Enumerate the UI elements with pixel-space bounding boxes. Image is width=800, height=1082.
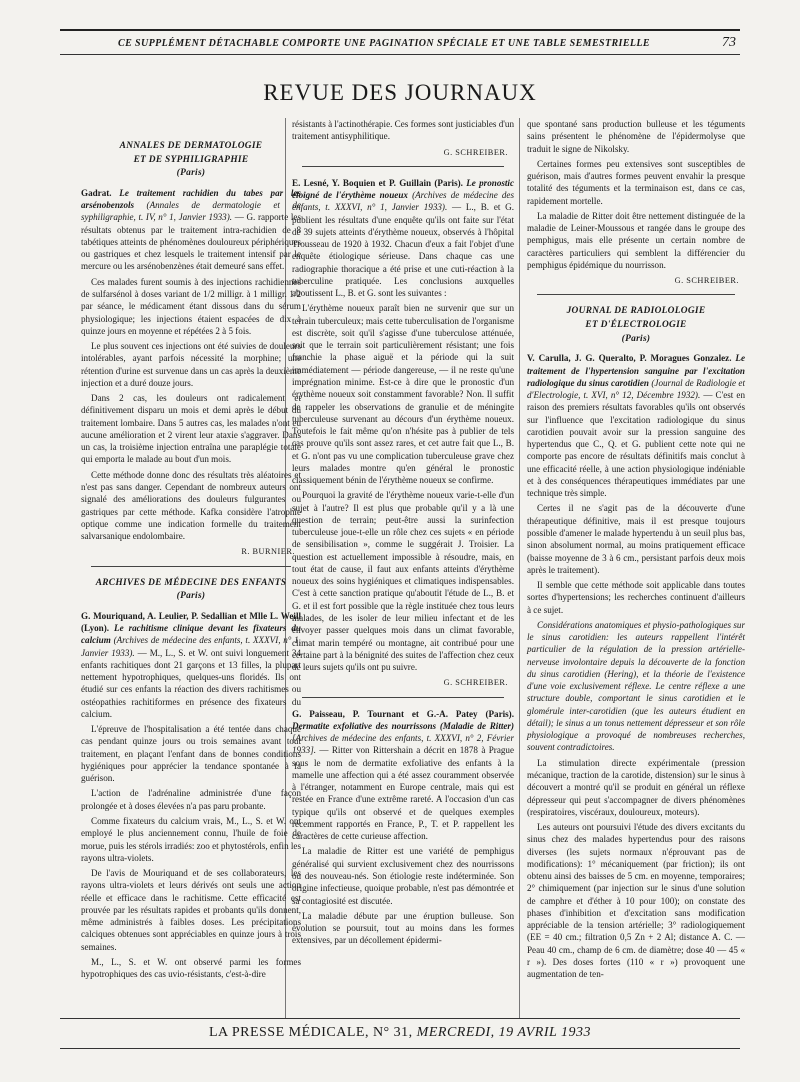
article-paragraph: La maladie de Ritter est une variété de pemphigus généralisé qui survient exclusivement chez des nourrissons ou des nouveau-nés. Son étiologie reste indéterminée. Son origine infectieuse, quoique probable, n'est pas démontrée et sa contagiosité est discutée. [292,846,514,906]
section-divider [537,294,735,295]
article-text: — C'est en raison des premiers résultats favorables qu'ils ont observés sur l'influence que l'excitation radiologique du sinus carotidien pouvait avoir sur la pression sanguine des hypertendus que C., Q. et G. publient cette note qui ne comporte pas encore de résultats définitifs mais conclut à une efficacité réelle, à une action physiologique indéniable et à des conséquences thérapeutiques immédiates par une technique très simple. [527,390,746,499]
article-title: Le traitement rachidien du tabes par les arsénobenzols [81,187,301,211]
section-divider [91,566,291,567]
article-signature: G. SCHREIBER. [674,276,739,286]
article-text: — Ritter von Rittershain a décrit en 1878 à Prague sous le nom de dermatite exfoliative des enfants à la mamelle une affection qui a été assez couramment observée à l'étranger, notamment en Europe centrale, mais qui est restée en France d'une extrême rareté. A l'occasion d'un cas typique qu'ils ont observé et de quelques exemples récemment rapportés en France, P., T. et P. rappellent les caractères de cette curieuse affection. [292,745,514,842]
article-paragraph: Il semble que cette méthode soit applicable dans toutes sortes d'hypertensions; les recherches continuent d'ailleurs à ce sujet. [527,580,745,615]
article-signature: G. SCHREIBER. [443,147,508,157]
column-1 [81,118,301,983]
article-paragraph: Certaines formes peu extensives sont susceptibles de guérison, mais d'autres formes peuvent envahir la presque totalité des téguments et la terminaison est, dans ce cas, rapidement mortelle. [527,158,745,206]
article-paragraph: De l'avis de Mouriquand et de ses collaborateurs, les rayons ultra-violets et leurs dérivés ont seuls une action réelle et efficace dans le rachitisme. Cette efficacité est prouvée par les résultats rapides et probants qu'ils donnent, même administrés à faibles doses. Les précipitations calciques obtenues sont appréciables en quinze jours à trois semaines. [81,868,301,952]
article-paragraph: La maladie de Ritter doit être nettement distinguée de la maladie de Leiner-Moussous et rangée dans le groupe des pemphigus, mais elle présente un certain nombre de caractères particuliers qui semblent la différencier du pemphigus épidémique du nourrisson. [527,210,745,270]
footer-rule-bottom [60,1048,740,1049]
article-paragraph: Certes il ne s'agit pas de la découverte d'une thérapeutique définitive, mais il est presque toujours possible d'amener le malade hypertendu à un seuil plus bas, sinon absolument normal, au moins pratiquement efficace (baisse moyenne de 3 à 6 cm., persistant parfois deux mois après le traitement). [527,503,745,575]
section-title: JOURNAL DE RADIOLOLOGIE [566,306,706,317]
section-city: (Paris) [176,168,206,179]
column-3 [527,118,745,984]
article-reference: [Archives de médecine des enfants, t. XXXVI, n° 2, Février 1933]. [292,733,514,756]
section-title-line2: ET D'ÉLECTROLOGIE [585,320,687,330]
article-title: Dermatite exfoliative des nourrissons (Maladie de Ritter) [292,720,514,731]
section-divider [302,697,504,698]
article-title: Le pronostic éloigné de l'érythème noueux [292,177,514,200]
article-paragraph [81,610,301,720]
article-text: — L., B. et G. publient les résultats d'une enquête qu'ils ont faite sur l'état de 39 sujets atteints d'érythème noueux, observés à l'hôpital Trousseau de 1920 à 1932. Chacun d'eux a fait l'objet d'une enquête étiologique sérieuse. Dans chaque cas une radiographie thoracique a été prise et une cuti-réaction à la tuberculine pratiquée. Les conclusions auxquelles aboutissent L., B. et G. sont les suivantes : [292,202,514,299]
article-reference: (Annales de dermatologie et de syphiligraphie, t. IV, n° 1, Janvier 1933). [81,200,301,223]
article-paragraph: Comme fixateurs du calcium vrais, M., L., S. et W. ont employé le plus anciennement connu, l'huile de foie de morue, puis les stérols irradiés: zoo et phytostérols, enfin les rayons ultra-violets. [81,816,301,863]
article-title: Le traitement de l'hypertension sanguine par l'excitation radiologique du sinus carotidien [527,353,745,388]
header-rule-bottom [60,54,740,55]
article-author: Gadrat. [81,187,112,198]
article-paragraph: Considérations anatomiques et physio-pathologiques sur le sinus carotidien: les auteurs rappellent l'intérêt particulier de la régulation de la pression artérielle-nerveuse involontaire depuis la découverte de la fonction du sinus carotidien (Hering), et la théorie de l'existence d'une voie exclusivement réflexe. Le centre réflexe a une structure double, comportant le sinus carotidien et le glomérule inter-carotidien (que les auteurs étudient en détail); le sinus a un tonus nettement dépresseur et son rôle physiologique a provoqué de nombreuses recherches, souvent contradictoires. [527,619,745,753]
article-paragraph: M., L., S. et W. ont observé parmi les formes hypotrophiques des cas uvio-résistants, c'est-à-dire [81,956,301,980]
section-heading [527,305,745,346]
article-signature: G. SCHREIBER. [443,678,508,688]
footer-rule [60,1018,740,1019]
article-author: E. Lesné, Y. Boquien et P. Guillain (Paris). [292,177,463,188]
article-paragraph: que spontané sans production bulleuse et les téguments sains présentent le phénomène de l'épidermolyse que traduit le signe de Nikolsky. [527,119,745,154]
article-paragraph: L'érythème noueux paraît bien ne survenir que sur un terrain tuberculeux; mais cette tuberculisation de l'organisme est discrète, soit qu'il s'agisse d'une tuberculose atténuée, soit que le terrain soit particulièrement résistant; une fois franchie la phase aiguë et la période qui la suit immédiatement — période dangereuse, — il ne reste qu'une imprégnation minime. Est-ce à dire que le pronostic d'un érythème noueux soit constamment favorable? Non. Il suffit de rappeler les observations de granulie et de méningite tuberculeuse survenant au décours d'un érythème noueux. Toutefois le fait même qu'on n'hésite pas à publier de tels cas prouve qu'ils sont assez rares, et cet autre fait que L., B. et G. n'ont pas vu une complication tuberculeuse grave chez leurs malades montre qu'en général le pronostic classiquement bénin de l'érythème noueux se confirme. [292,303,514,486]
article-paragraph: La stimulation directe expérimentale (pression mécanique, traction de la carotide, distension) sur le sinus à découvert a montré qu'il se produit en général un réflexe dépresseur qui peut s'accompagner de divers phénomènes (respiratoires, viscéraux, douloureux, moteurs). [527,757,745,817]
section-title: ANNALES DE DERMATOLOGIE [119,141,263,151]
article-author: G. Paisseau, P. Tournant et G.-A. Patey (Paris). [292,708,514,719]
article-paragraph: Dans 2 cas, les douleurs ont radicalement et définitivement disparu un mois et demi après le début du traitement lombaire. Dans 5 autres cas, les malades n'ont eu aucune amélioration et 2 virent leur ataxie s'aggraver. Dans un cas, la troisième injection entraîna une paraplégie totale qui emporta le malade au bout d'un mois. [81,393,301,465]
article-paragraph [81,187,301,273]
article-text: — G. rapporte les résultats obtenus par le traitement intra-rachidien de 8 tabétiques atteints de phénomènes douloureux périphériques ou gastriques et chez lesquels le traitement intensif par le mercure ou les arsénobenzènes était demeuré sans effet. [81,212,301,272]
article-title: Le rachitisme clinique devant les fixateurs du calcium [81,623,301,646]
article-author: G. Mouriquand, A. Leulier, P. Sedallian et Mlle L. Weill (Lyon). [81,610,301,634]
section-city: (Paris) [176,591,206,602]
page-number: 73 [722,35,736,50]
article-paragraph: résistants à l'actinothérapie. Ces formes sont justiciables d'un traitement antisyphilitique. [292,119,514,142]
masthead-title: REVUE DES JOURNAUX [263,80,537,105]
article-signature: R. BURNIER. [241,547,295,557]
article-paragraph [292,177,514,300]
article-paragraph: Ces malades furent soumis à des injections rachidiennes de sulfarsénol à doses variant de 1/2 milligr. à 1 milligr. 1/2 par séance, le médicament étant dissous dans du sérum physiologique; les injections étaient espacées de dix à quinze jours en moyenne et répétées 2 à 5 fois. [81,276,301,336]
article-text: — M., L., S. et W. ont suivi longuement 34 enfants rachitiques dont 21 garçons et 13 filles, la plupart nettement hypotrophiques, quelques-uns floridés. Ils ont étudié sur ces enfants la réaction des divers rachitismes ou ostéopathies rachitiformes en présence des fixateurs du calcium. [81,647,302,719]
footer-imprint [0,1025,800,1041]
article-paragraph: L'action de l'adrénaline administrée d'une façon prolongée et à doses élevées n'a pas paru probante. [81,788,301,811]
section-heading [81,140,301,181]
article-paragraph [527,352,745,499]
article-paragraph: La maladie débute par une éruption bulleuse. Son évolution se poursuit, tout au moins dans les formes extensives, par un décollement épidermi- [292,910,514,946]
header-rule [60,29,740,31]
article-reference: (Journal de Radiologie et d'Electrologie, t. XVI, n° 12, Décembre 1932). [527,377,745,401]
article-author: V. Carulla, J. G. Queralto, P. Moragues Gonzalez. [527,353,732,364]
column-divider [519,118,520,1018]
article-paragraph: Les auteurs ont poursuivi l'étude des divers excitants du sinus chez des malades hypertendus pour des raisons diverses (les sujets normaux n'éprouvant pas de modifications): 1° mécaniquement (par friction); ils ont obtenu ainsi des baisses de 5 cm. en moyenne, temporaires; 2° chimiquement (par injection sur le sinus d'une solution de camphre et d'éther à 10 pour 100); on constate des phases d'inhibition et d'excitation sans modification appréciable de la tension artérielle; 3° radiologiquement (EE = 40 cm.; filtration 0,5 Zn + 2 Al; distance A. C. — Peau 40 cm., champ de 6 cm. de diamètre; dose 40 — 45 « r »). Des doses fortes (110 « r ») provoquent une augmentation de ten- [527,822,745,980]
footer-journal: LA PRESSE MÉDICALE, N° 31, [208,1025,413,1040]
article-paragraph: Le plus souvent ces injections ont été suivies de douleurs intolérables, ayant parfois nécessité la morphine; une rétention d'urine est survenue dans un cas après la deuxième injection et a duré douze jours. [81,341,301,388]
article-reference: (Archives de médecine des enfants, t. XXXVI, n° 1, Janvier 1933). [81,635,301,658]
footer-date: MERCREDI, 19 AVRIL 1933 [416,1025,592,1040]
supplement-notice: CE SUPPLÉMENT DÉTACHABLE COMPORTE UNE PAGINATION SPÉCIALE ET UNE TABLE SEMESTRIELLE [118,38,650,49]
article-paragraph: L'épreuve de l'hospitalisation a été tentée dans chaque cas pendant quinze jours ou trois semaines avant tout traitement, en plaçant l'enfant dans de bonnes conditions hygiéniques pour apprécier la tendance spontanée à la guérison. [81,724,301,784]
article-reference: (Archives de médecine des enfants, t. XXXVI, n° 1, Janvier 1933). [292,189,514,213]
section-city: (Paris) [621,333,651,344]
column-2 [292,118,514,950]
section-title: ARCHIVES DE MÉDECINE DES ENFANTS [95,577,287,588]
article-paragraph: Pourquoi la gravité de l'érythème noueux varie-t-elle d'un sujet à l'autre? Il est plus que probable qu'il y a là une question de terrain; peut-être aussi la surinfection tuberculeuse joue-t-elle un rôle chez ces sujets « en période de sensibilisation », comme le suggérait J. Troisier. La question est actuellement impossible à résoudre, mais, en tout état de cause, il faut aux enfants atteints d'érythème noueux des soins hygiéniques et climatiques indispensables. C'est à cette sanction pratique qu'aboutit l'étude de L., B. et G. et il est fort possible que la règle instituée chez tous leurs malades, de les isoler de leur milieu infectant et de les envoyer passer quelques mois dans un climat favorable, climat marin tempéré ou montagne, ait contribué pour une certaine part à la bénignité des suites de l'affection chez ceux de leurs sujets qu'ils ont pu suivre. [292,490,514,673]
section-divider [302,166,504,167]
article-paragraph [292,708,514,843]
section-title-line2: ET DE SYPHILIGRAPHIE [133,154,249,165]
article-paragraph: Cette méthode donne donc des résultats très aléatoires et n'est pas sans danger. Cependant de nombreux auteurs ont signalé des améliorations des douleurs fulgurantes ou gastriques par cette méthode. Kafka considère l'atrophie optique comme une indication formelle du traitement salvarsanique endolombaire. [81,469,301,542]
section-heading [81,577,301,604]
